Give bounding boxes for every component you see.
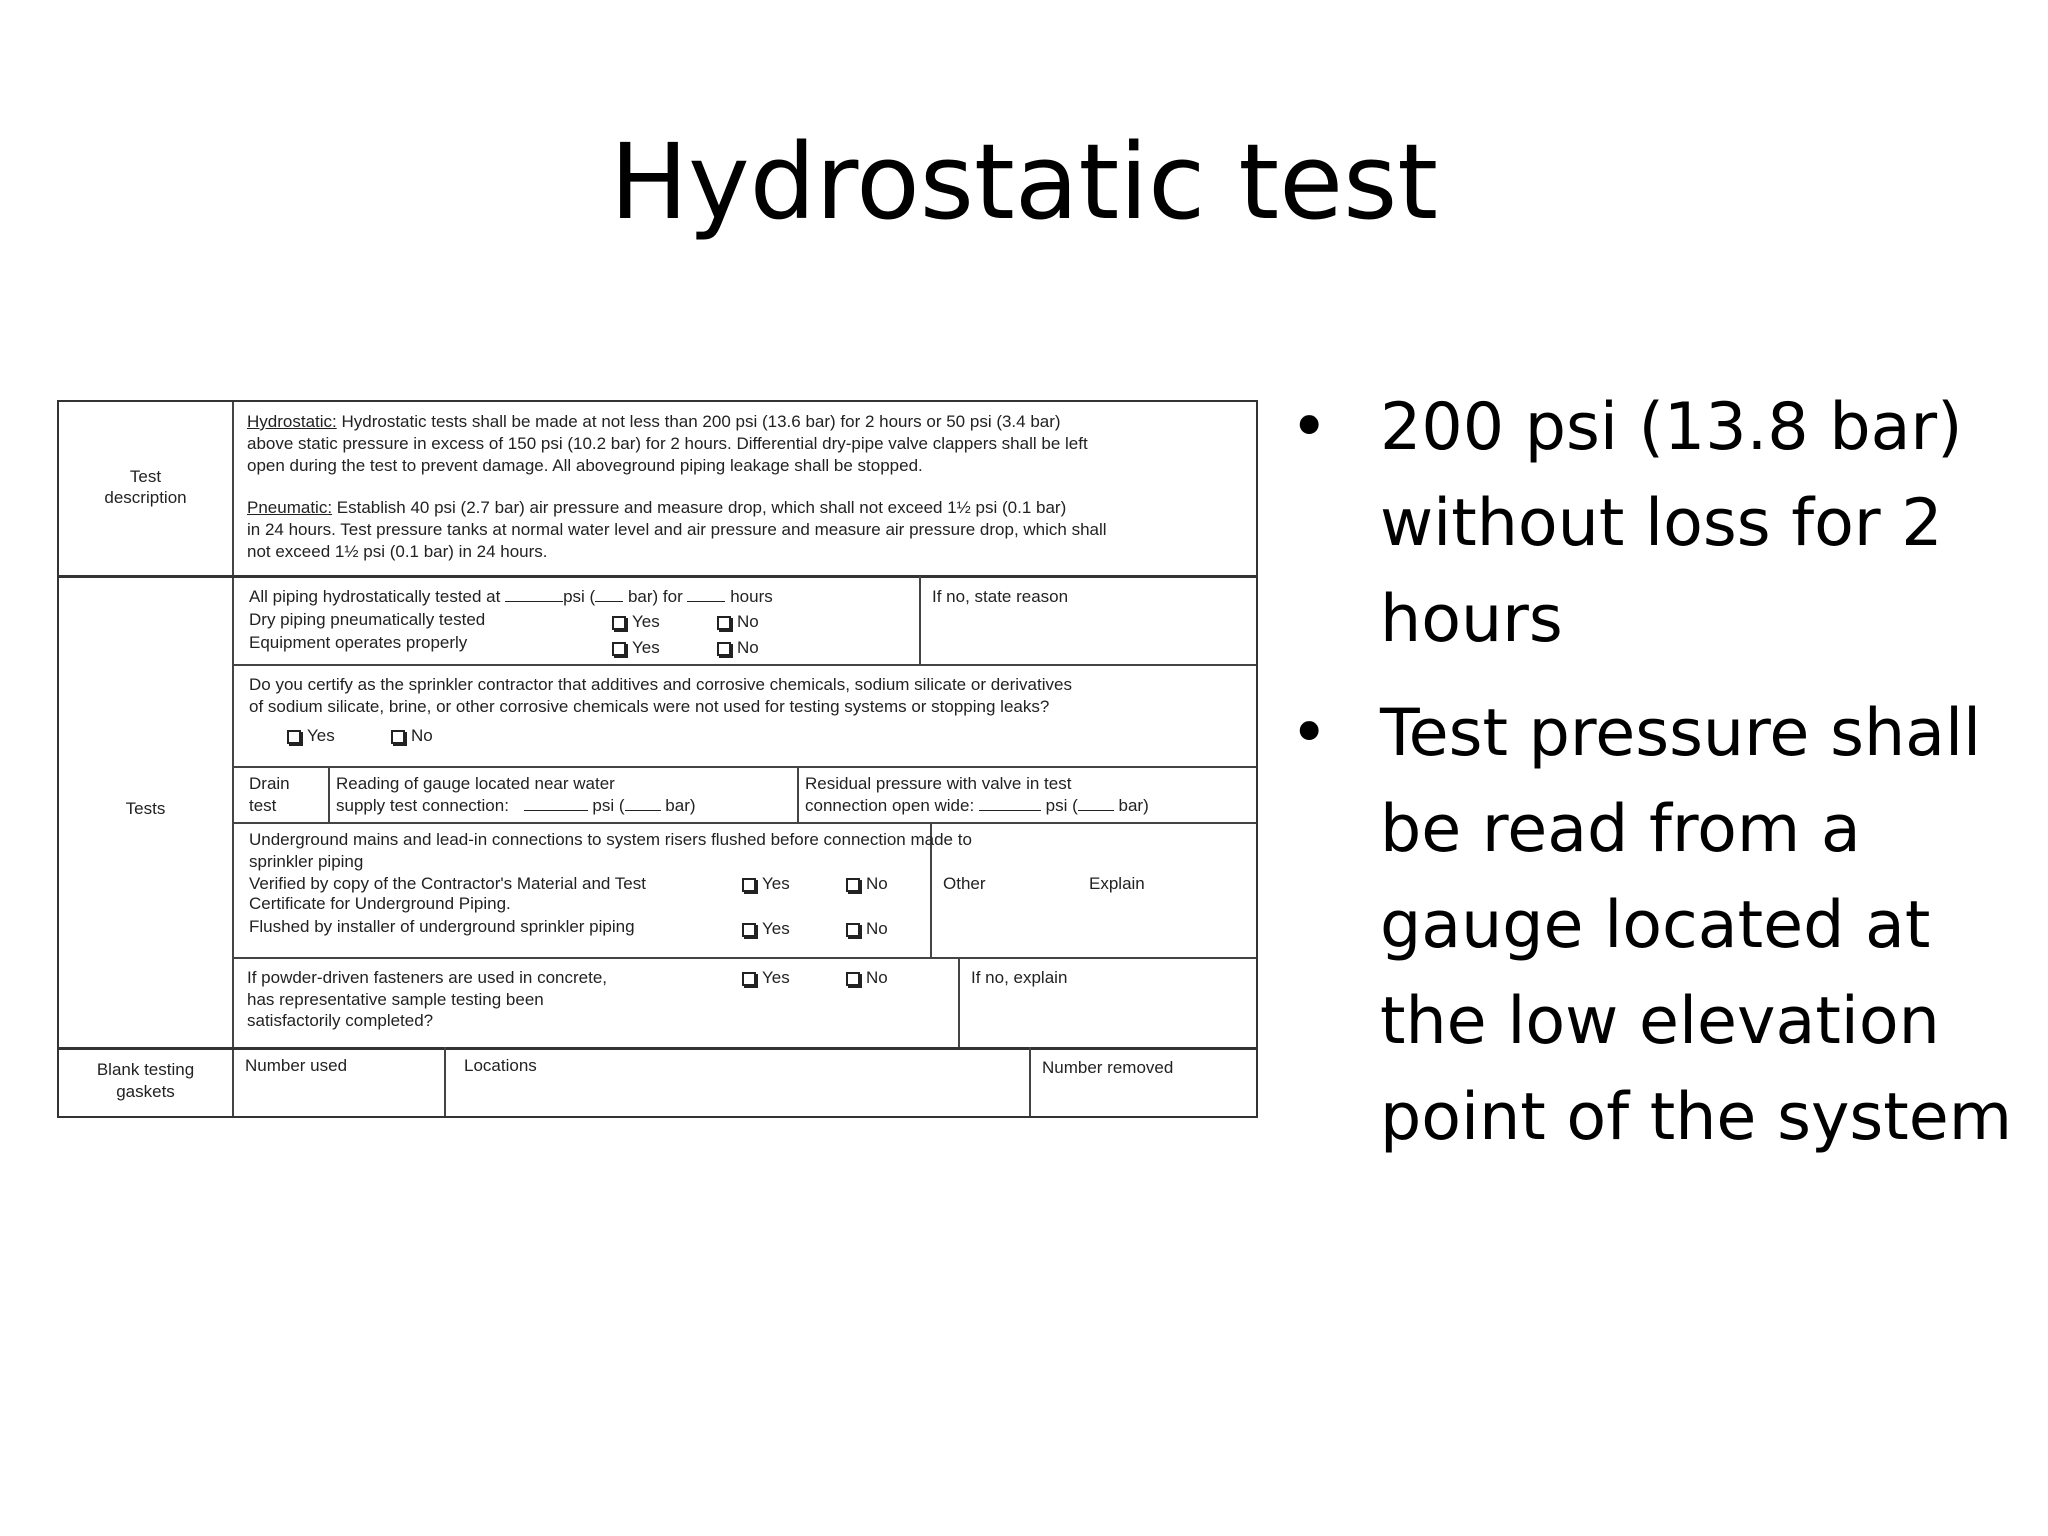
checkbox-label: Yes — [632, 638, 660, 657]
residual-psi-blank[interactable] — [979, 796, 1041, 811]
divider-certify — [232, 664, 1256, 666]
checkbox-label: No — [866, 968, 888, 987]
divider-reason — [919, 576, 921, 664]
gauge-reading-line-1: Reading of gauge located near water — [336, 774, 615, 793]
test-description-label — [59, 466, 232, 508]
bullet-text: Test pressure shall be read from a gauge located at the low elevation point of the system — [1380, 696, 2013, 1155]
verified-yes — [742, 873, 790, 894]
bar-blank[interactable] — [595, 587, 623, 602]
residual-line-1: Residual pressure with valve in test — [805, 774, 1072, 793]
bullet-item — [1290, 686, 2030, 1166]
flushed-label: Flushed by installer of underground sprinkler piping — [249, 917, 635, 936]
hydrostatic-line-2: above static pressure in excess of 150 psi (10.2 bar) for 2 hours. Differential dry-pipe valve clappers shall be left — [247, 434, 1088, 453]
verified-line-2: Certificate for Underground Piping. — [249, 894, 511, 913]
divider-drain — [232, 766, 1256, 768]
residual-bar-unit: bar) — [1118, 796, 1149, 815]
checkbox-icon[interactable] — [717, 616, 731, 630]
verified-line-1: Verified by copy of the Contractor's Material and Test — [249, 874, 646, 893]
pneumatic-line-1 — [247, 497, 1066, 518]
powder-no — [846, 967, 888, 988]
gaskets-label-2: gaskets — [116, 1082, 175, 1101]
divider-underground — [232, 822, 1256, 824]
checkbox-icon[interactable] — [846, 972, 860, 986]
verified-no — [846, 873, 888, 894]
certify-line-2: of sodium silicate, brine, or other corrosive chemicals were not used for testing systems or stopping leaks? — [249, 697, 1050, 716]
state-reason-label: If no, state reason — [932, 587, 1069, 606]
checkbox-icon[interactable] — [391, 730, 405, 744]
powder-line-3: satisfactorily completed? — [247, 1011, 434, 1030]
explain-if-no-label: If no, explain — [971, 968, 1068, 987]
psi-unit: psi ( — [563, 587, 596, 606]
residual-line-2 — [805, 795, 1149, 816]
psi-blank[interactable] — [505, 587, 563, 602]
gauge-bar-blank[interactable] — [625, 796, 661, 811]
checkbox-label: No — [737, 612, 759, 631]
hydrostatic-line-3: open during the test to prevent damage. All aboveground piping leakage shall be stopped. — [247, 456, 923, 475]
gauge-bar-unit: bar) — [665, 796, 696, 815]
checkbox-icon[interactable] — [717, 642, 731, 656]
checkbox-label: Yes — [762, 968, 790, 987]
checkbox-icon[interactable] — [287, 730, 301, 744]
bullet-list — [1290, 380, 2030, 1184]
pneumatic-heading: Pneumatic: — [247, 498, 333, 517]
residual-bar-blank[interactable] — [1078, 796, 1114, 811]
powder-line-1: If powder-driven fasteners are used in concrete, — [247, 968, 608, 987]
certify-yes — [287, 725, 335, 746]
flushed-yes — [742, 918, 790, 939]
gauge-psi-blank[interactable] — [524, 796, 588, 811]
gaskets-label-1: Blank testing — [96, 1060, 195, 1079]
bullet-dot: • — [1290, 696, 1329, 771]
bullet-dot: • — [1290, 390, 1329, 465]
tests-label: Tests — [125, 799, 166, 818]
checkbox-icon[interactable] — [742, 923, 756, 937]
certify-line-1: Do you certify as the sprinkler contractor that additives and corrosive chemicals, sodium silicate or derivatives — [249, 675, 1072, 694]
checkbox-icon[interactable] — [742, 878, 756, 892]
divider-explain — [958, 957, 960, 1047]
gauge-reading-text: supply test connection: — [336, 796, 509, 815]
dry-piping-label: Dry piping pneumatically tested — [249, 610, 486, 629]
pneumatic-line-3: not exceed 1½ psi (0.1 bar) in 24 hours. — [247, 542, 548, 561]
bar-for: bar) for — [627, 587, 683, 606]
gauge-reading-line-2 — [336, 795, 696, 816]
residual-psi-unit: psi ( — [1045, 796, 1078, 815]
bullet-item — [1290, 380, 2030, 668]
hydrostatic-line-1 — [247, 411, 1061, 432]
equipment-no — [717, 637, 759, 658]
checkbox-icon[interactable] — [612, 642, 626, 656]
checkbox-label: Yes — [762, 919, 790, 938]
divider-drain-label — [328, 766, 330, 822]
checkbox-icon[interactable] — [846, 878, 860, 892]
drain-label-2: test — [249, 796, 277, 815]
checkbox-label: No — [411, 726, 433, 745]
piping-tested-text: All piping hydrostatically tested at — [249, 587, 501, 606]
underground-line-2: sprinkler piping — [249, 852, 364, 871]
checkbox-icon[interactable] — [612, 616, 626, 630]
slide-title: Hydrostatic test — [609, 121, 1439, 243]
divider-locations — [444, 1047, 446, 1116]
divider-residual — [797, 766, 799, 822]
checkbox-label: No — [866, 919, 888, 938]
hours-unit: hours — [730, 587, 773, 606]
label-line: Test description — [104, 467, 187, 507]
checkbox-label: No — [737, 638, 759, 657]
label-column-divider — [232, 402, 234, 1116]
other-label: Other — [943, 874, 986, 893]
checkbox-label: Yes — [762, 874, 790, 893]
checkbox-icon[interactable] — [846, 923, 860, 937]
divider-number-removed — [1029, 1047, 1031, 1116]
certify-no — [391, 725, 433, 746]
bullet-text: 200 psi (13.8 bar) without loss for 2 hours — [1380, 390, 1963, 657]
explain-label: Explain — [1089, 874, 1145, 893]
powder-line-2: has representative sample testing been — [247, 990, 544, 1009]
row-divider-tests — [59, 575, 1256, 578]
flushed-no — [846, 918, 888, 939]
residual-text: connection open wide: — [805, 796, 975, 815]
piping-tested-line — [249, 586, 773, 607]
equipment-yes — [612, 637, 660, 658]
checkbox-icon[interactable] — [742, 972, 756, 986]
dry-piping-no — [717, 611, 759, 632]
number-removed-label: Number removed — [1042, 1058, 1174, 1077]
pneumatic-line-2: in 24 hours. Test pressure tanks at normal water level and air pressure and measure air pressure drop, which shall — [247, 520, 1107, 539]
gauge-psi-unit: psi ( — [592, 796, 625, 815]
hydrostatic-heading: Hydrostatic: — [247, 412, 337, 431]
checkbox-label: Yes — [307, 726, 335, 745]
hydrostatic-text: Hydrostatic tests shall be made at not less than 200 psi (13.6 bar) for 2 hours or 50 psi (3.4 bar) — [336, 412, 1061, 431]
dry-piping-yes — [612, 611, 660, 632]
divider-powder — [232, 957, 1256, 959]
pneumatic-text: Establish 40 psi (2.7 bar) air pressure and measure drop, which shall not exceed 1½ psi (0.1 bar) — [332, 498, 1067, 517]
locations-label: Locations — [464, 1056, 537, 1075]
test-form-image — [57, 400, 1258, 1118]
powder-yes — [742, 967, 790, 988]
underground-line-1: Underground mains and lead-in connections to system risers flushed before connection made to — [249, 830, 972, 849]
equipment-label: Equipment operates properly — [249, 633, 468, 652]
number-used-label: Number used — [245, 1056, 348, 1075]
drain-label-1: Drain — [249, 774, 290, 793]
checkbox-label: No — [866, 874, 888, 893]
checkbox-label: Yes — [632, 612, 660, 631]
row-divider-gaskets — [59, 1047, 1256, 1050]
hours-blank[interactable] — [687, 587, 725, 602]
